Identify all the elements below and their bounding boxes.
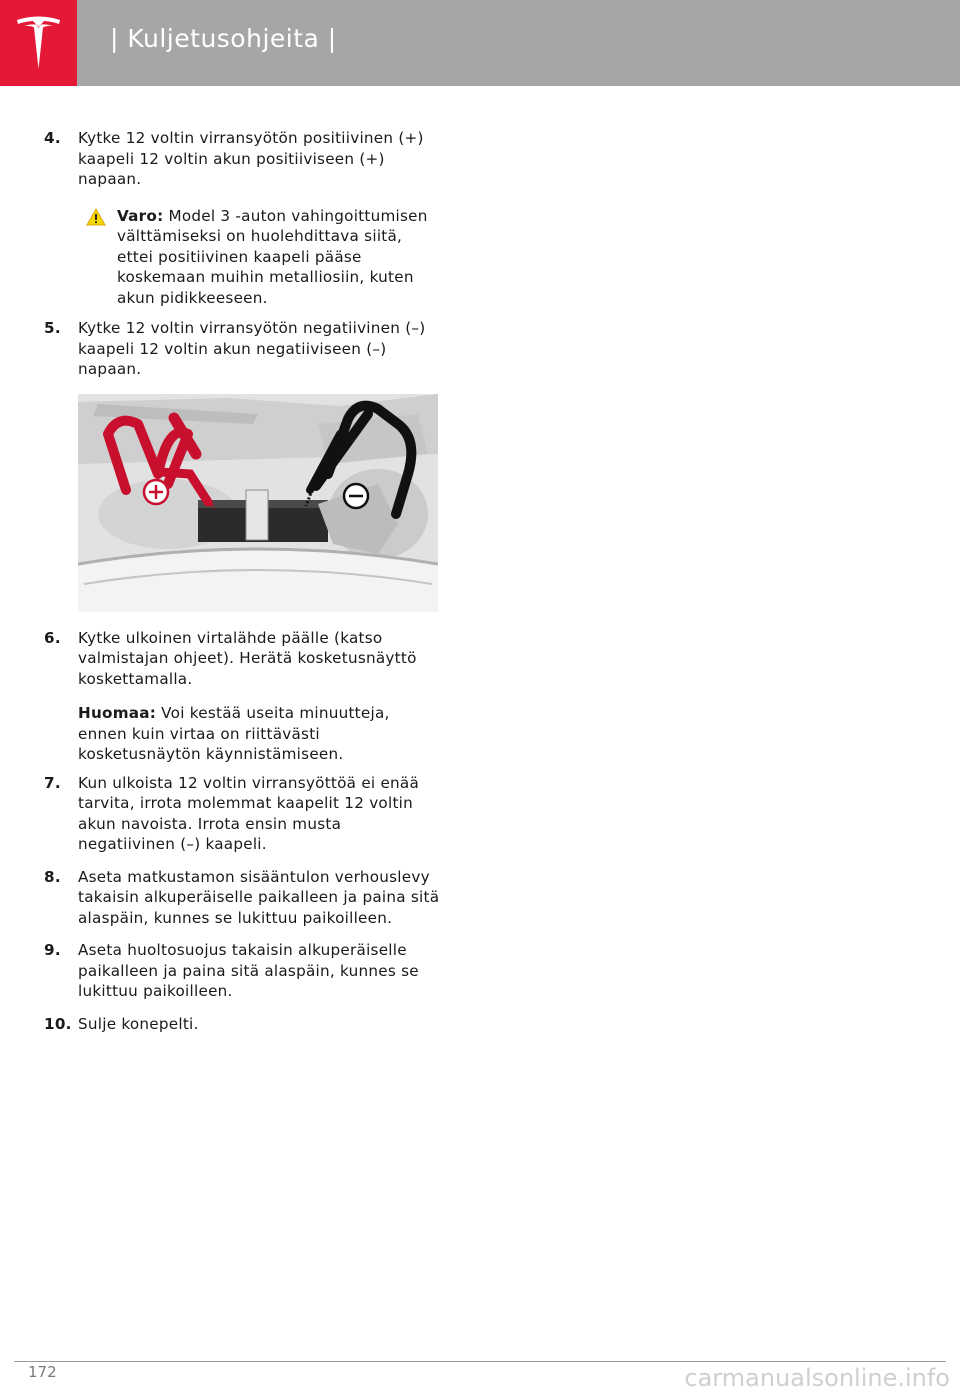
step-item (44, 318, 440, 380)
step-number: 10. (44, 1014, 72, 1033)
step-text: Aseta huoltosuojus takaisin alkuperäiselle paikalleen ja paina sitä alaspäin, kunnes se lukittuu paikoilleen. (78, 941, 419, 1000)
step-item (44, 867, 440, 929)
battery-connection-illustration (78, 394, 438, 612)
step-item (44, 773, 440, 855)
step-item (44, 628, 440, 690)
warning-text: Model 3 -auton vahingoittumisen välttämiseksi on huolehdittava siitä, ettei positiivinen kaapeli pääse koskemaan muihin metalliosiin, kuten akun pidikkeeseen. (117, 206, 428, 307)
step-item (44, 940, 440, 1002)
step-item (44, 128, 440, 190)
page-number: 172 (28, 1363, 57, 1381)
brand-logo-box (0, 0, 77, 86)
footer-divider (14, 1361, 946, 1362)
step-text: Kytke 12 voltin virransyötön negatiivinen (–) kaapeli 12 voltin akun negatiiviseen (–) napaan. (78, 319, 426, 378)
watermark: carmanualsonline.info (684, 1364, 950, 1392)
step-text: Kun ulkoista 12 voltin virransyöttöä ei enää tarvita, irrota molemmat kaapelit 12 voltin akun navoista. Irrota ensin musta negatiivinen (–) kaapeli. (78, 773, 420, 853)
step-text: Sulje konepelti. (78, 1014, 199, 1033)
step-text: Kytke 12 voltin virransyötön positiivinen (+) kaapeli 12 voltin akun positiiviseen (+) napaan. (78, 129, 424, 188)
step-number: 5. (44, 319, 61, 337)
step-number: 7. (44, 773, 61, 792)
step-text: Kytke ulkoinen virtalähde päälle (katso valmistajan ohjeet). Herätä kosketusnäyttö koskettamalla. (78, 628, 417, 688)
page-header (0, 0, 960, 86)
note-callout (44, 703, 440, 765)
warning-triangle-icon (86, 208, 106, 226)
warning-callout (44, 206, 440, 309)
step-text: Aseta matkustamon sisääntulon verhouslevy takaisin alkuperäiselle paikalleen ja paina sitä alaspäin, kunnes se lukittuu paikoilleen. (78, 867, 440, 927)
tesla-logo-icon (15, 15, 62, 71)
step-number: 6. (44, 628, 61, 647)
note-text: Voi kestää useita minuutteja, ennen kuin virtaa on riittävästi kosketusnäytön käynnistämiseen. (78, 704, 390, 763)
warning-label: Varo: (117, 206, 164, 225)
step-item (44, 1014, 440, 1035)
section-title: | Kuljetusohjeita | (110, 24, 337, 53)
note-label: Huomaa: (78, 704, 157, 722)
page-content (44, 128, 440, 1046)
step-number: 4. (44, 129, 61, 147)
step-number: 9. (44, 941, 61, 959)
step-number: 8. (44, 867, 61, 886)
